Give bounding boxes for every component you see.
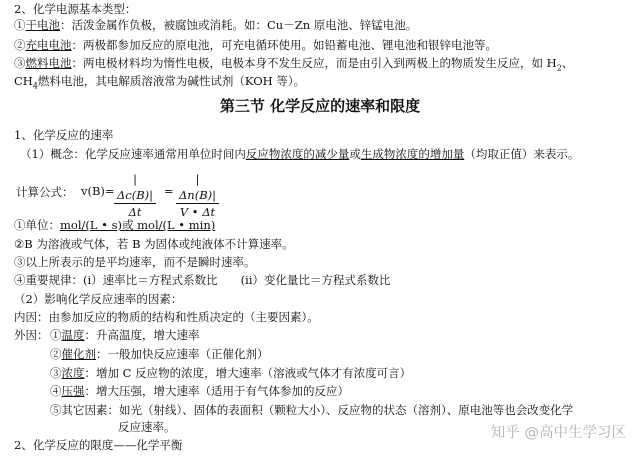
item-rechargeable-battery [14, 38, 497, 52]
rate-unit [14, 218, 215, 232]
unit-value: mol/(L • s)或 mol/(L • min) [60, 218, 216, 232]
rate-note-b: ②B 为溶液或气体，若 B 为固体或纯液体不计算速率。 [14, 237, 294, 251]
underlined-term: 生成物浓度的增加量 [360, 147, 465, 161]
item-fuel-cell [14, 56, 574, 73]
term-rechargeable-battery: 充电电池 [25, 38, 72, 52]
item-description: ：活泼金属作负极，被腐蚀或消耗。如：Cu－Zn 原电池、锌锰电池。 [60, 18, 418, 32]
item-number: ② [14, 38, 26, 52]
subscript: 4 [32, 81, 38, 91]
factor-other-line2: 反应速率。 [118, 420, 176, 434]
item-number: ⑤其它因素： [50, 403, 119, 417]
item-number: ③ [50, 366, 62, 380]
watermark: 知乎 @高中生学习区 [490, 425, 626, 441]
item-description: ：增加 C 反应物的浓度，增大速率（溶液或气体才有浓度可言） [84, 366, 412, 380]
item-description: ：一般加快反应速率（正催化剂） [96, 347, 269, 361]
item-number: ③ [14, 56, 26, 70]
item-description: ：升高温度，增大速率 [84, 328, 200, 342]
text: （1）概念：化学反应速率通常用单位时间内 [20, 147, 246, 161]
fraction-concentration [114, 171, 156, 220]
item-description: ：增大压强，增大速率（适用于有气体参加的反应） [84, 384, 349, 398]
text: （均取正值）来表示。 [464, 147, 580, 161]
item-dry-battery [14, 18, 417, 32]
denominator: Δt [128, 205, 142, 219]
numerator: |Δc(B)| [117, 172, 154, 202]
heading-reaction-limit: 2、化学反应的限度——化学平衡 [14, 438, 183, 452]
rate-concept [20, 147, 579, 161]
item-number: ④ [50, 384, 62, 398]
term: 浓度 [61, 366, 85, 380]
text: 或 [349, 147, 361, 161]
item-number: ① [50, 328, 62, 342]
internal-factor: 内因：由参加反应的物质的结构和性质决定的（主要因素）。 [14, 310, 319, 324]
rate-note-average: ③以上所表示的是平均速率，而不是瞬时速率。 [14, 255, 256, 269]
term-fuel-cell: 燃料电池 [25, 56, 72, 70]
rate-rule: ④重要规律：(i）速率比＝方程式系数比 (ii）变化量比＝方程式系数比 [14, 273, 391, 287]
section-title: 第三节 化学反应的速率和限度 [219, 97, 421, 115]
heading-rate-factors: （2）影响化学反应速率的因素： [14, 292, 183, 306]
subscript: 2 [556, 63, 562, 73]
formula-label: 计算公式： [16, 185, 74, 199]
item-number: ② [50, 347, 62, 361]
formula-lhs: v(B)= [81, 184, 115, 198]
term-dry-battery: 干电池 [25, 18, 60, 32]
factor-concentration [50, 366, 411, 380]
punctuation: 、 [561, 56, 574, 70]
item-number: ① [14, 18, 26, 32]
item-fuel-cell-line2 [14, 74, 306, 91]
factor-other [50, 403, 573, 417]
text: CH [14, 74, 33, 88]
denominator: V • Δt [179, 205, 216, 219]
factor-pressure [50, 384, 349, 398]
heading-reaction-rate: 1、化学反应的速率 [14, 128, 114, 142]
external-label: 外因： [14, 328, 49, 342]
heading-battery-types: 2、化学电源基本类型： [14, 2, 137, 16]
factor-temperature [50, 328, 200, 342]
numerator: |Δn(B)| [179, 172, 217, 202]
text: 燃料电池，其电解质溶液常为碱性试剂（KOH 等）。 [37, 74, 306, 88]
underlined-term: 反应物浓度的减少量 [245, 147, 350, 161]
item-description: 如光（射线）、固体的表面积（颗粒大小）、反应物的状态（溶剂）、原电池等也会改变化学 [119, 403, 574, 417]
factor-catalyst [50, 347, 269, 361]
equals-sign: = [164, 184, 174, 198]
term: 压强 [61, 384, 85, 398]
item-description: ：两极都参加反应的原电池，可充电循环使用。如铅蓄电池、锂电池和银锌电池等。 [71, 38, 497, 52]
text: ①单位： [14, 218, 60, 232]
fraction-amount [176, 171, 219, 220]
term: 催化剂 [61, 347, 96, 361]
item-description: ：两电极材料均为惰性电极，电极本身不发生反应，而是由引入到两极上的物质发生反应，如 H [71, 56, 557, 70]
term: 温度 [61, 328, 85, 342]
